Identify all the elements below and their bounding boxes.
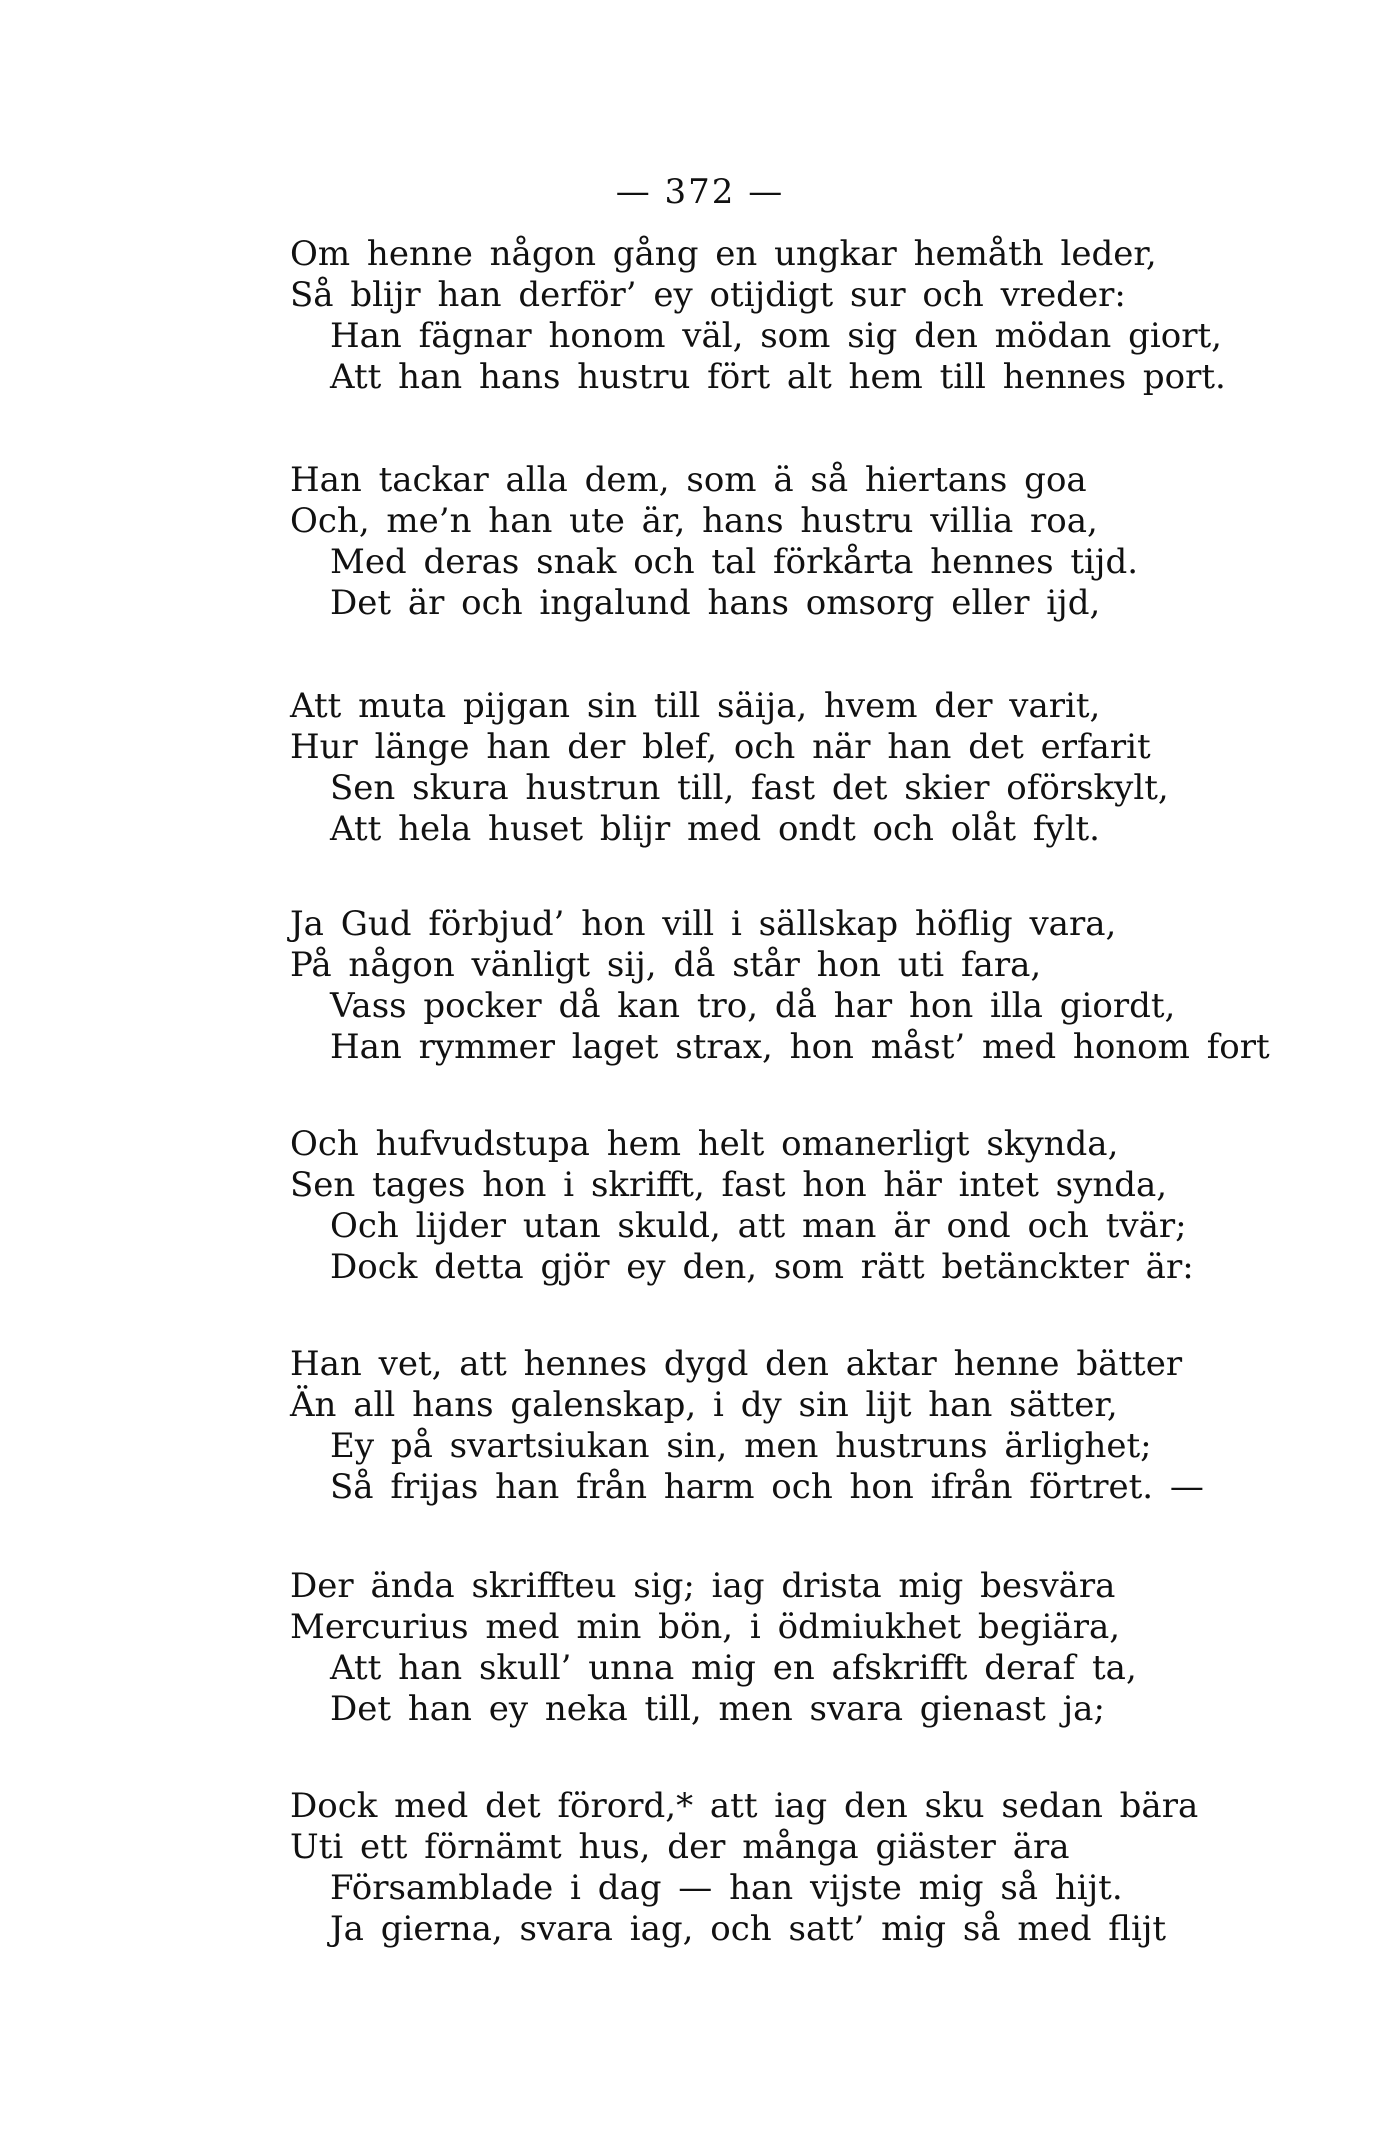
verse-line: Han tackar alla dem, som ä så hiertans goa [290, 460, 1087, 500]
verse-line: Att han hans hustru fört alt hem till hennes port. [330, 357, 1226, 397]
stanza-7 [290, 1566, 1290, 1730]
verse-line: Hur länge han der blef, och när han det erfarit [290, 727, 1151, 767]
stanza-8 [290, 1786, 1290, 1950]
verse-line: Dock med det förord,* att iag den sku sedan bära [290, 1786, 1199, 1826]
verse-line: Sen skura hustrun till, fast det skier oförskylt, [330, 768, 1169, 808]
verse-line: Uti ett förnämt hus, der många giäster ära [290, 1827, 1070, 1867]
verse-line: Ja Gud förbjud’ hon vill i sällskap höflig vara, [290, 904, 1117, 944]
verse-line: Sen tages hon i skrifft, fast hon här intet synda, [290, 1165, 1168, 1205]
stanza-5 [290, 1124, 1290, 1288]
verse-line: Han rymmer laget strax, hon måst’ med honom fort [330, 1027, 1270, 1067]
verse-line: Att muta pijgan sin till säija, hvem der varit, [290, 686, 1101, 726]
verse-line: På någon vänligt sij, då står hon uti fara, [290, 945, 1042, 985]
stanza-6 [290, 1344, 1290, 1508]
verse-line: Der ända skriffteu sig; iag drista mig besvära [290, 1566, 1116, 1606]
stanza-3 [290, 686, 1290, 850]
verse-line: Om henne någon gång en ungkar hemåth leder, [290, 234, 1157, 274]
verse-line: Vass pocker då kan tro, då har hon illa giordt, [330, 986, 1176, 1026]
verse-line: Ja gierna, svara iag, och satt’ mig så med flijt [330, 1909, 1167, 1949]
verse-line: Han vet, att hennes dygd den aktar henne bätter [290, 1344, 1183, 1384]
verse-line: Ey på svartsiukan sin, men hustruns ärlighet; [330, 1426, 1152, 1466]
verse-line: Så blijr han derför’ ey otijdigt sur och vreder: [290, 275, 1126, 315]
stanza-4 [290, 904, 1290, 1068]
verse-line: Att han skull’ unna mig en afskrifft deraf ta, [330, 1648, 1137, 1688]
verse-line: Mercurius med min bön, i ödmiukhet begiära, [290, 1607, 1121, 1647]
verse-line: Att hela huset blijr med ondt och olåt fylt. [330, 809, 1100, 849]
verse-line: Det är och ingalund hans omsorg eller ijd, [330, 583, 1101, 623]
verse-line: Och, me’n han ute är, hans hustru villia roa, [290, 501, 1098, 541]
verse-line: Så frijas han från harm och hon ifrån förtret. — [330, 1467, 1204, 1507]
verse-line: Han fägnar honom väl, som sig den mödan giort, [330, 316, 1222, 356]
verse-line: Dock detta gjör ey den, som rätt betänckter är: [330, 1247, 1194, 1287]
stanza-1 [290, 234, 1290, 398]
page-number: — 372 — [615, 172, 785, 212]
stanza-2 [290, 460, 1290, 624]
verse-line: Med deras snak och tal förkårta hennes tijd. [330, 542, 1139, 582]
verse-line: Och hufvudstupa hem helt omanerligt skynda, [290, 1124, 1119, 1164]
verse-line: Och lijder utan skuld, att man är ond och tvär; [330, 1206, 1187, 1246]
verse-line: Församblade i dag — han vijste mig så hijt. [330, 1868, 1123, 1908]
verse-line: Det han ey neka till, men svara gienast ja; [330, 1689, 1105, 1729]
verse-line: Än all hans galenskap, i dy sin lijt han sätter, [290, 1385, 1118, 1425]
